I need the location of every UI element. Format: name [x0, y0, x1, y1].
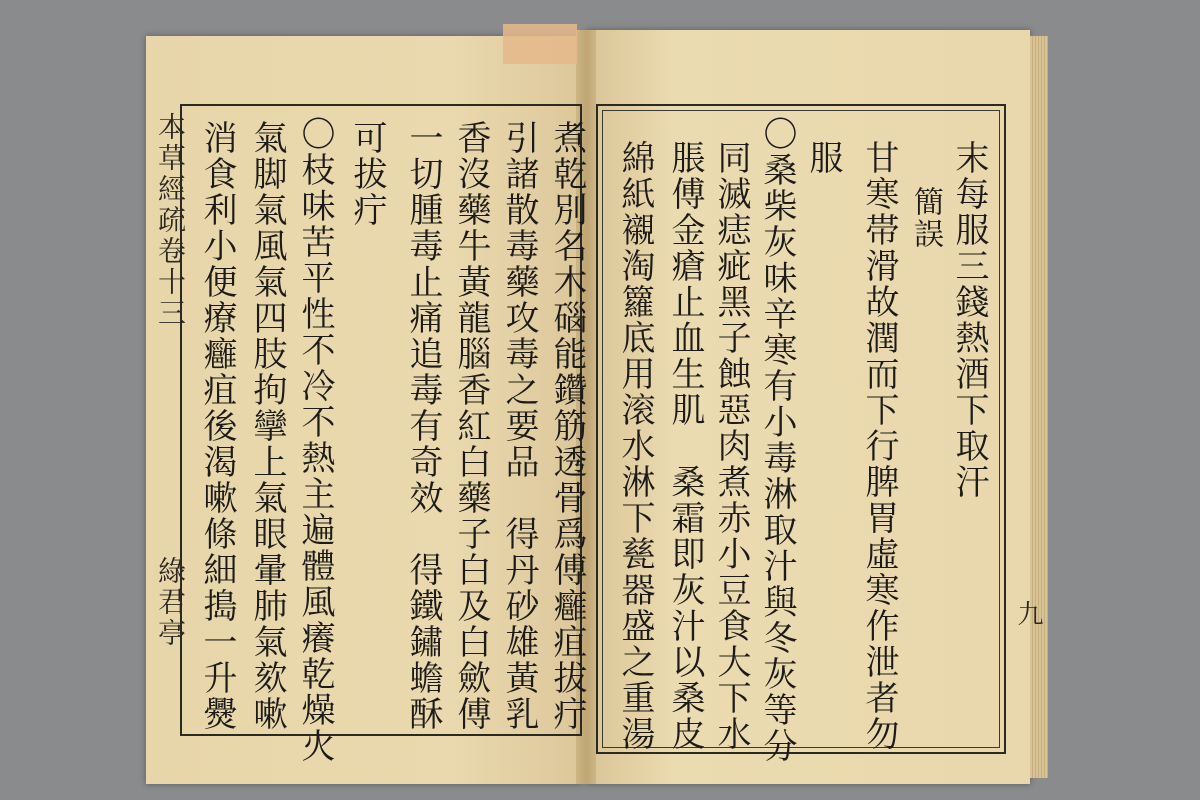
text-column: 脹傅金瘡止血生肌 桑霜即灰汁以桑皮 — [665, 140, 705, 752]
paper-tab — [503, 24, 577, 64]
page-edges — [1030, 36, 1048, 778]
margin-publisher: 綠君亭 — [154, 556, 187, 649]
text-column: 香沒藥牛黃龍腦香紅白藥子白及白歛傅 — [451, 120, 491, 732]
text-column: 〇桑柴灰味辛寒有小毒淋取汁與冬灰等分 — [757, 116, 797, 764]
text-column: 氣脚氣風氣四肢拘攣上氣眼暈肺氣欬嗽 — [247, 120, 287, 732]
text-column: 末每服三錢熱酒下取汗 — [949, 140, 989, 500]
text-column: 煮乾別名木碯能鑽筋透骨爲傅癰疽拔疔 — [547, 120, 587, 732]
text-column: 〇枝味苦平性不冷不熱主遍體風癢乾燥火 — [295, 116, 335, 764]
text-column: 同滅痣疵黑子蝕惡肉煮赤小豆食大下水 — [711, 140, 751, 752]
text-column: 消食利小便療癰疽後渴嗽條細搗一升㸑 — [197, 120, 237, 732]
text-column: 綿紙襯淘籮底用滚水淋下甆器盛之重湯 — [615, 140, 655, 752]
page-number: 九 — [1013, 600, 1043, 626]
text-column: 可拔疔 — [347, 120, 387, 228]
text-column: 一切腫毒止痛追毒有奇效 得鐵鏽蟾酥 — [403, 120, 443, 732]
text-column: 甘寒帯滑故潤而下行脾胃虛寒作泄者勿 — [859, 140, 899, 752]
margin-book-title: 本草經疏卷十三 — [154, 112, 187, 329]
text-column: 引諸散毒藥攻毒之要品 得丹砂雄黃乳 — [499, 120, 539, 732]
text-column: 簡誤 — [908, 186, 943, 250]
text-column: 服 — [803, 140, 843, 176]
